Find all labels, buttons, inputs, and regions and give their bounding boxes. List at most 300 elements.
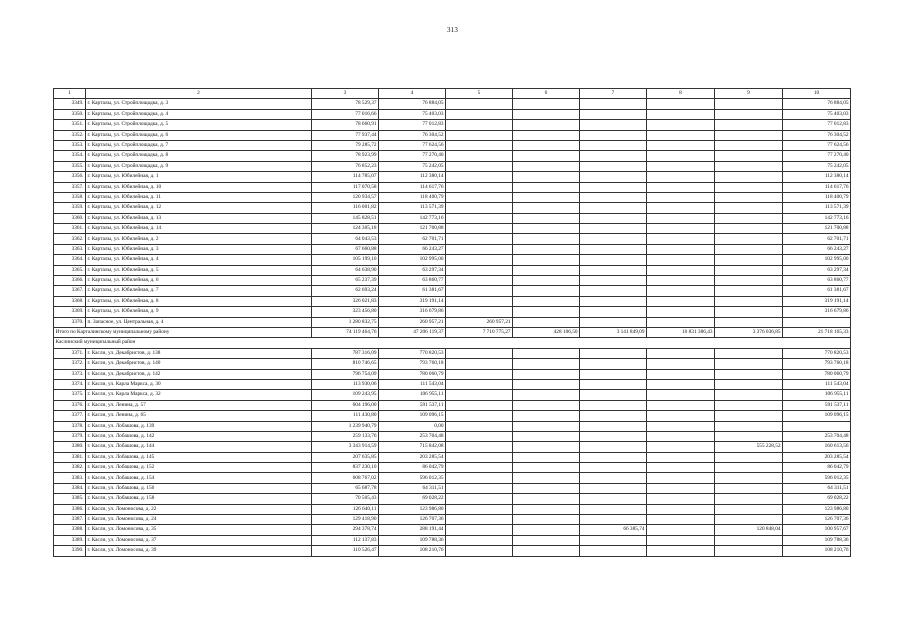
value-cell [446,192,513,202]
value-cell [513,452,580,462]
value-cell [647,411,715,421]
address-cell: г. Касли, ул. Лобашова, д. 152 [86,463,312,473]
value-cell [446,255,513,265]
value-cell [446,182,513,192]
header-cell: 2 [86,89,312,99]
value-cell [580,307,647,317]
value-cell [715,296,783,306]
table-row [54,452,851,462]
value-cell: 203 285,54 [783,452,851,462]
table-row [54,296,851,306]
value-cell [446,411,513,421]
value-cell: 319 191,14 [783,296,851,306]
row-number: 3376. [54,400,86,410]
value-cell [647,203,715,213]
address-cell: г. Касли, ул. Лобашова, д. 158 [86,494,312,504]
table-row [54,504,851,514]
address-cell: г. Карталы, ул. Юбилейная, д. 5 [86,265,312,275]
value-cell: 86 042,79 [783,463,851,473]
address-cell: г. Карталы, ул. Стройплощадка, д. 6 [86,130,312,140]
value-cell [647,120,715,130]
value-cell [647,483,715,493]
table-row [54,192,851,202]
value-cell [580,286,647,296]
value-cell: 100 957,67 [783,525,851,535]
table-row [54,515,851,525]
value-cell [446,379,513,389]
value-cell: 78 923,99 [312,151,379,161]
value-cell [715,99,783,109]
value-cell [715,192,783,202]
value-cell: 323 456,80 [312,307,379,317]
value-cell [446,463,513,473]
value-cell [513,525,580,535]
value-cell [446,296,513,306]
address-cell: г. Касли, ул. Ленина, д. 65 [86,411,312,421]
row-number: 3384. [54,483,86,493]
value-cell [446,535,513,545]
value-cell: 77 270,40 [379,151,446,161]
row-number: 3359. [54,203,86,213]
value-cell [446,307,513,317]
value-cell: 596 012,35 [379,473,446,483]
address-cell: г. Касли, ул. Лобашова, д. 139 [86,421,312,431]
row-number: 3389. [54,535,86,545]
value-cell: 64 638,90 [312,265,379,275]
table-row [54,307,851,317]
value-cell [647,431,715,441]
program-table [53,88,851,557]
value-cell: 62 693,24 [312,286,379,296]
row-number: 3373. [54,369,86,379]
value-cell [580,120,647,130]
row-number: 3383. [54,473,86,483]
value-cell [513,182,580,192]
value-cell: 76 304,52 [783,130,851,140]
table-row [54,348,851,358]
row-number: 3360. [54,213,86,223]
row-number: 3355. [54,161,86,171]
table-row [54,411,851,421]
value-cell: 793 760,18 [783,359,851,369]
value-cell [580,535,647,545]
value-cell [513,535,580,545]
value-cell [647,473,715,483]
value-cell [715,203,783,213]
value-cell: 608 767,02 [312,473,379,483]
value-cell [647,192,715,202]
value-cell [715,234,783,244]
value-cell: 142 773,16 [783,213,851,223]
total-value-cell: 3 376 036,85 [715,327,783,337]
row-number: 3378. [54,421,86,431]
address-cell: г. Касли, ул. Лобашова, д. 142 [86,431,312,441]
header-cell: 3 [312,89,379,99]
value-cell [647,515,715,525]
address-cell: г. Касли, ул. Декабристов, д. 140 [86,359,312,369]
value-cell [580,213,647,223]
value-cell [715,379,783,389]
value-cell [513,494,580,504]
value-cell [446,172,513,182]
row-number: 3372. [54,359,86,369]
table-row [54,224,851,234]
table-row [54,276,851,286]
row-number: 3380. [54,442,86,452]
value-cell: 75 403,03 [783,109,851,119]
value-cell [715,244,783,254]
row-number: 3366. [54,276,86,286]
column-number-row [54,89,851,99]
value-cell [513,296,580,306]
value-cell: 63 860,77 [379,276,446,286]
section-row [54,338,851,348]
value-cell: 111 543,04 [379,379,446,389]
value-cell: 77 012,83 [379,120,446,130]
value-cell [580,473,647,483]
value-cell [446,348,513,358]
row-number: 3385. [54,494,86,504]
value-cell [446,515,513,525]
table-row [54,213,851,223]
value-cell: 3 343 914,59 [312,442,379,452]
value-cell [513,255,580,265]
value-cell [513,276,580,286]
header-cell: 8 [647,89,715,99]
value-cell: 108 210,76 [783,546,851,556]
value-cell: 77 624,56 [379,140,446,150]
value-cell [715,483,783,493]
header-cell: 6 [513,89,580,99]
value-cell [513,411,580,421]
value-cell [446,525,513,535]
value-cell: 319 191,14 [379,296,446,306]
value-cell: 62 701,71 [379,234,446,244]
value-cell [715,317,783,327]
value-cell: 207 635,85 [312,452,379,462]
value-cell: 145 828,51 [312,213,379,223]
value-cell [580,203,647,213]
value-cell: 121 700,88 [783,224,851,234]
value-cell: 316 679,86 [379,307,446,317]
value-cell [580,348,647,358]
address-cell: г. Карталы, ул. Юбилейная, д. 12 [86,203,312,213]
value-cell [513,348,580,358]
value-cell [647,140,715,150]
value-cell [513,442,580,452]
value-cell: 259 133,76 [312,431,379,441]
value-cell [783,421,851,431]
value-cell: 64 311,51 [379,483,446,493]
address-cell: г. Касли, ул. Ломоносова, д. 35 [86,525,312,535]
row-number: 3377. [54,411,86,421]
value-cell: 120 934,57 [312,192,379,202]
value-cell [513,151,580,161]
value-cell: 78 529,37 [312,99,379,109]
value-cell [580,317,647,327]
table-row [54,99,851,109]
value-cell: 64 311,51 [783,483,851,493]
row-number: 3358. [54,192,86,202]
value-cell [513,172,580,182]
value-cell: 69 028,22 [783,494,851,504]
value-cell: 106 955,11 [379,390,446,400]
address-cell: г. Карталы, ул. Юбилейная, д. 9 [86,307,312,317]
value-cell [715,515,783,525]
address-cell: г. Касли, ул. Ломоносова, д. 22 [86,504,312,514]
value-cell [647,213,715,223]
value-cell [647,99,715,109]
value-cell [647,109,715,119]
value-cell [715,400,783,410]
table-row [54,473,851,483]
value-cell [513,421,580,431]
value-cell [715,369,783,379]
value-cell [715,182,783,192]
address-cell: г. Карталы, ул. Юбилейная, д. 6 [86,276,312,286]
value-cell [715,452,783,462]
value-cell [446,244,513,254]
value-cell [715,421,783,431]
table-row [54,535,851,545]
value-cell [647,546,715,556]
value-cell [647,161,715,171]
value-cell [580,421,647,431]
value-cell [513,483,580,493]
value-cell [513,359,580,369]
value-cell: 108 210,76 [379,546,446,556]
table-row [54,525,851,535]
value-cell [715,504,783,514]
total-value-cell: 21 718 165,33 [783,327,851,337]
value-cell: 316 679,86 [783,307,851,317]
value-cell: 79 285,72 [312,140,379,150]
value-cell: 126 707,36 [379,515,446,525]
row-number: 3371. [54,348,86,358]
value-cell [580,255,647,265]
header-cell: 1 [54,89,86,99]
value-cell [580,109,647,119]
value-cell: 114 785,07 [312,172,379,182]
value-cell [446,234,513,244]
value-cell: 75 242,05 [379,161,446,171]
value-cell: 66 243,27 [379,244,446,254]
address-cell: г. Карталы, ул. Юбилейная, д. 10 [86,182,312,192]
table-row [54,390,851,400]
header-cell: 7 [580,89,647,99]
address-cell: г. Касли, ул. Лобашова, д. 156 [86,483,312,493]
value-cell [580,515,647,525]
row-number: 3369. [54,307,86,317]
value-cell: 780 060,79 [783,369,851,379]
value-cell [647,296,715,306]
value-cell [446,203,513,213]
table-row [54,369,851,379]
value-cell [446,442,513,452]
row-number: 3388. [54,525,86,535]
value-cell: 0,00 [379,421,446,431]
value-cell: 111 430,80 [312,411,379,421]
total-value-cell: 7 710 775,27 [446,327,513,337]
total-value-cell: 10 831 386,43 [647,327,715,337]
value-cell: 770 820,53 [783,348,851,358]
address-cell: г. Касли, ул. Ломоносова, д. 24 [86,515,312,525]
address-cell: п. Запасное, ул. Центральная, д. 4 [86,317,312,327]
value-cell [715,359,783,369]
value-cell [513,234,580,244]
row-number: 3362. [54,234,86,244]
value-cell: 61 381,67 [379,286,446,296]
value-cell [513,473,580,483]
value-cell [647,535,715,545]
value-cell [446,224,513,234]
value-cell: 105 199,10 [312,255,379,265]
value-cell: 118 400,79 [379,192,446,202]
value-cell [446,546,513,556]
address-cell: г. Карталы, ул. Юбилейная, д. 7 [86,286,312,296]
value-cell: 70 505,43 [312,494,379,504]
value-cell [715,109,783,119]
value-cell [647,130,715,140]
value-cell: 123 986,80 [379,504,446,514]
address-cell: г. Касли, ул. Карла Маркса, д. 30 [86,379,312,389]
value-cell: 770 820,53 [379,348,446,358]
value-cell: 63 297,34 [783,265,851,275]
value-cell [513,307,580,317]
value-cell [513,109,580,119]
address-cell: г. Карталы, ул. Юбилейная, д. 11 [86,192,312,202]
value-cell [446,99,513,109]
value-cell [715,120,783,130]
address-cell: г. Касли, ул. Лобашова, д. 154 [86,473,312,483]
value-cell [580,276,647,286]
value-cell: 596 012,35 [783,473,851,483]
value-cell: 63 860,77 [783,276,851,286]
value-cell [446,359,513,369]
value-cell: 69 028,22 [379,494,446,504]
value-cell: 65 687,78 [312,483,379,493]
row-number: 3374. [54,379,86,389]
table-row [54,120,851,130]
value-cell [715,390,783,400]
value-cell [647,379,715,389]
value-cell [647,369,715,379]
value-cell: 109 243,95 [312,390,379,400]
value-cell [715,494,783,504]
table-row [54,286,851,296]
value-cell: 1 239 940,79 [312,421,379,431]
address-cell: г. Карталы, ул. Юбилейная, д. 14 [86,224,312,234]
value-cell [513,431,580,441]
value-cell [513,379,580,389]
value-cell [446,265,513,275]
address-cell: г. Касли, ул. Декабристов, д. 138 [86,348,312,358]
value-cell [513,390,580,400]
value-cell [580,224,647,234]
value-cell: 288 191,44 [379,525,446,535]
value-cell [647,265,715,275]
address-cell: г. Карталы, ул. Стройплощадка, д. 4 [86,109,312,119]
value-cell: 109 096,15 [783,411,851,421]
value-cell [580,99,647,109]
value-cell [647,525,715,535]
value-cell: 604 196,00 [312,400,379,410]
value-cell [513,213,580,223]
value-cell [715,140,783,150]
address-cell: г. Карталы, ул. Юбилейная, д. 8 [86,296,312,306]
total-value-cell: 74 119 464,76 [312,327,379,337]
value-cell: 114 617,76 [783,182,851,192]
value-cell [446,120,513,130]
address-cell: г. Касли, ул. Декабристов, д. 142 [86,369,312,379]
value-cell [446,213,513,223]
value-cell [647,400,715,410]
value-cell: 77 937,44 [312,130,379,140]
table-row [54,182,851,192]
value-cell [580,265,647,275]
value-cell [715,255,783,265]
value-cell [513,192,580,202]
value-cell: 61 381,67 [783,286,851,296]
row-number: 3363. [54,244,86,254]
value-cell [446,161,513,171]
value-cell [513,244,580,254]
table-row [54,421,851,431]
page-number: 313 [446,26,459,34]
value-cell: 837 230,10 [312,463,379,473]
row-number: 3390. [54,546,86,556]
value-cell [715,286,783,296]
value-cell [513,317,580,327]
value-cell [580,359,647,369]
header-cell: 10 [783,89,851,99]
value-cell: 793 760,18 [379,359,446,369]
value-cell: 326 021,83 [312,296,379,306]
total-value-cell: 47 206 119,37 [379,327,446,337]
value-cell: 123 986,80 [783,504,851,514]
value-cell [580,411,647,421]
value-cell [715,307,783,317]
table-row [54,172,851,182]
value-cell [446,421,513,431]
value-cell [647,442,715,452]
value-cell [580,172,647,182]
value-cell: 810 746,65 [312,359,379,369]
value-cell: 129 418,90 [312,515,379,525]
address-cell: г. Касли, ул. Ленина, д. 57 [86,400,312,410]
value-cell [580,483,647,493]
value-cell [580,463,647,473]
row-number: 3386. [54,504,86,514]
value-cell [647,421,715,431]
address-cell: г. Карталы, ул. Стройплощадка, д. 5 [86,120,312,130]
value-cell [446,431,513,441]
value-cell [580,494,647,504]
value-cell: 64 043,53 [312,234,379,244]
address-cell: г. Касли, ул. Лобашова, д. 144 [86,442,312,452]
value-cell [446,369,513,379]
value-cell [647,348,715,358]
value-cell [715,130,783,140]
address-cell: г. Касли, ул. Ломоносова, д. 39 [86,546,312,556]
value-cell [513,99,580,109]
value-cell: 106 955,11 [783,390,851,400]
value-cell [513,120,580,130]
value-cell [580,182,647,192]
value-cell [446,276,513,286]
value-cell: 260 957,21 [446,317,513,327]
table-row [54,244,851,254]
